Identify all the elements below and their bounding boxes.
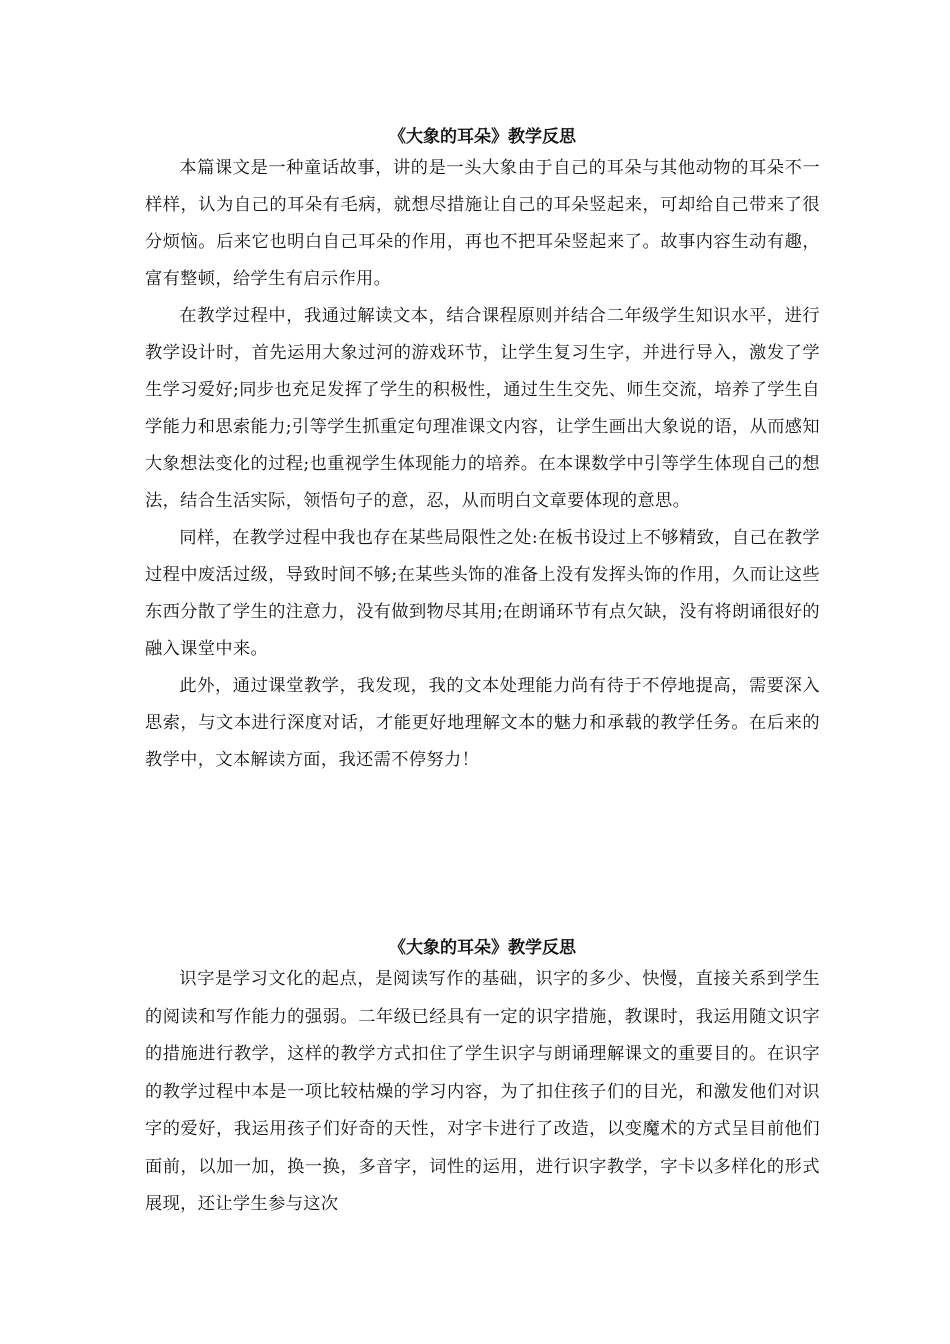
section-title: 《大象的耳朵》教学反思 bbox=[389, 938, 576, 958]
paragraph: 同样，在教学过程中我也存在某些局限性之处:在板书设过上不够精致，自己在教学过程中废活过级，导致时间不够;在某些头饰的准备上没有发挥头饰的作用，久而让这些东西分散了学生的注意力，没有做到物尽其用;在朗诵环节有点欠缺，没有将朗诵很好的融入课堂中来。 bbox=[145, 528, 820, 659]
paragraph: 此外，通过课堂教学，我发现，我的文本处理能力尚有待于不停地提高，需要深入思索，与文本进行深度对话，才能更好地理解文本的魅力和承载的教学任务。在后来的教学中，文本解读方面，我还需不停努力！ bbox=[145, 676, 820, 770]
paragraph: 本篇课文是一种童话故事，讲的是一头大象由于自己的耳朵与其他动物的耳朵不一样样，认为自己的耳朵有毛病，就想尽措施让自己的耳朵竖起来，可却给自己带来了很分烦恼。后来它也明白自己耳朵的作用，再也不把耳朵竖起来了。故事内容生动有趣，富有整顿，给学生有启示作用。 bbox=[145, 158, 820, 289]
section-title: 《大象的耳朵》教学反思 bbox=[389, 127, 576, 147]
reflection-section-2 bbox=[145, 935, 820, 1224]
reflection-section-1 bbox=[145, 124, 820, 779]
paragraph: 识字是学习文化的起点，是阅读写作的基础，识字的多少、快慢，直接关系到学生的阅读和写作能力的强弱。二年级已经具有一定的识字措施，教课时，我运用随文识字的措施进行教学，这样的教学方式扣住了学生识字与朗诵理解课文的重要目的。在识字的教学过程中本是一项比较枯燥的学习内容，为了扣住孩子们的目光，和激发他们对识字的爱好，我运用孩子们好奇的天性，对字卡进行了改造，以变魔术的方式呈目前他们面前，以加一加，换一换，多音字，词性的运用，进行识字教学，字卡以多样化的形式展现，还让学生参与这次 bbox=[145, 969, 820, 1214]
paragraph: 在教学过程中，我通过解读文本，结合课程原则并结合二年级学生知识水平，进行教学设计时，首先运用大象过河的游戏环节，让学生复习生字，并进行导入，激发了学生学习爱好;同步也充足发挥了学生的积极性，通过生生交先、师生交流，培养了学生自学能力和思索能力;引等学生抓重定句理准课文内容，让学生画出大象说的语，从而感知大象想法变化的过程;也重视学生体现能力的培养。在本课数学中引等学生体现自己的想法，结合生活实际，领悟句子的意，忍，从而明白文章要体现的意思。 bbox=[145, 306, 820, 511]
